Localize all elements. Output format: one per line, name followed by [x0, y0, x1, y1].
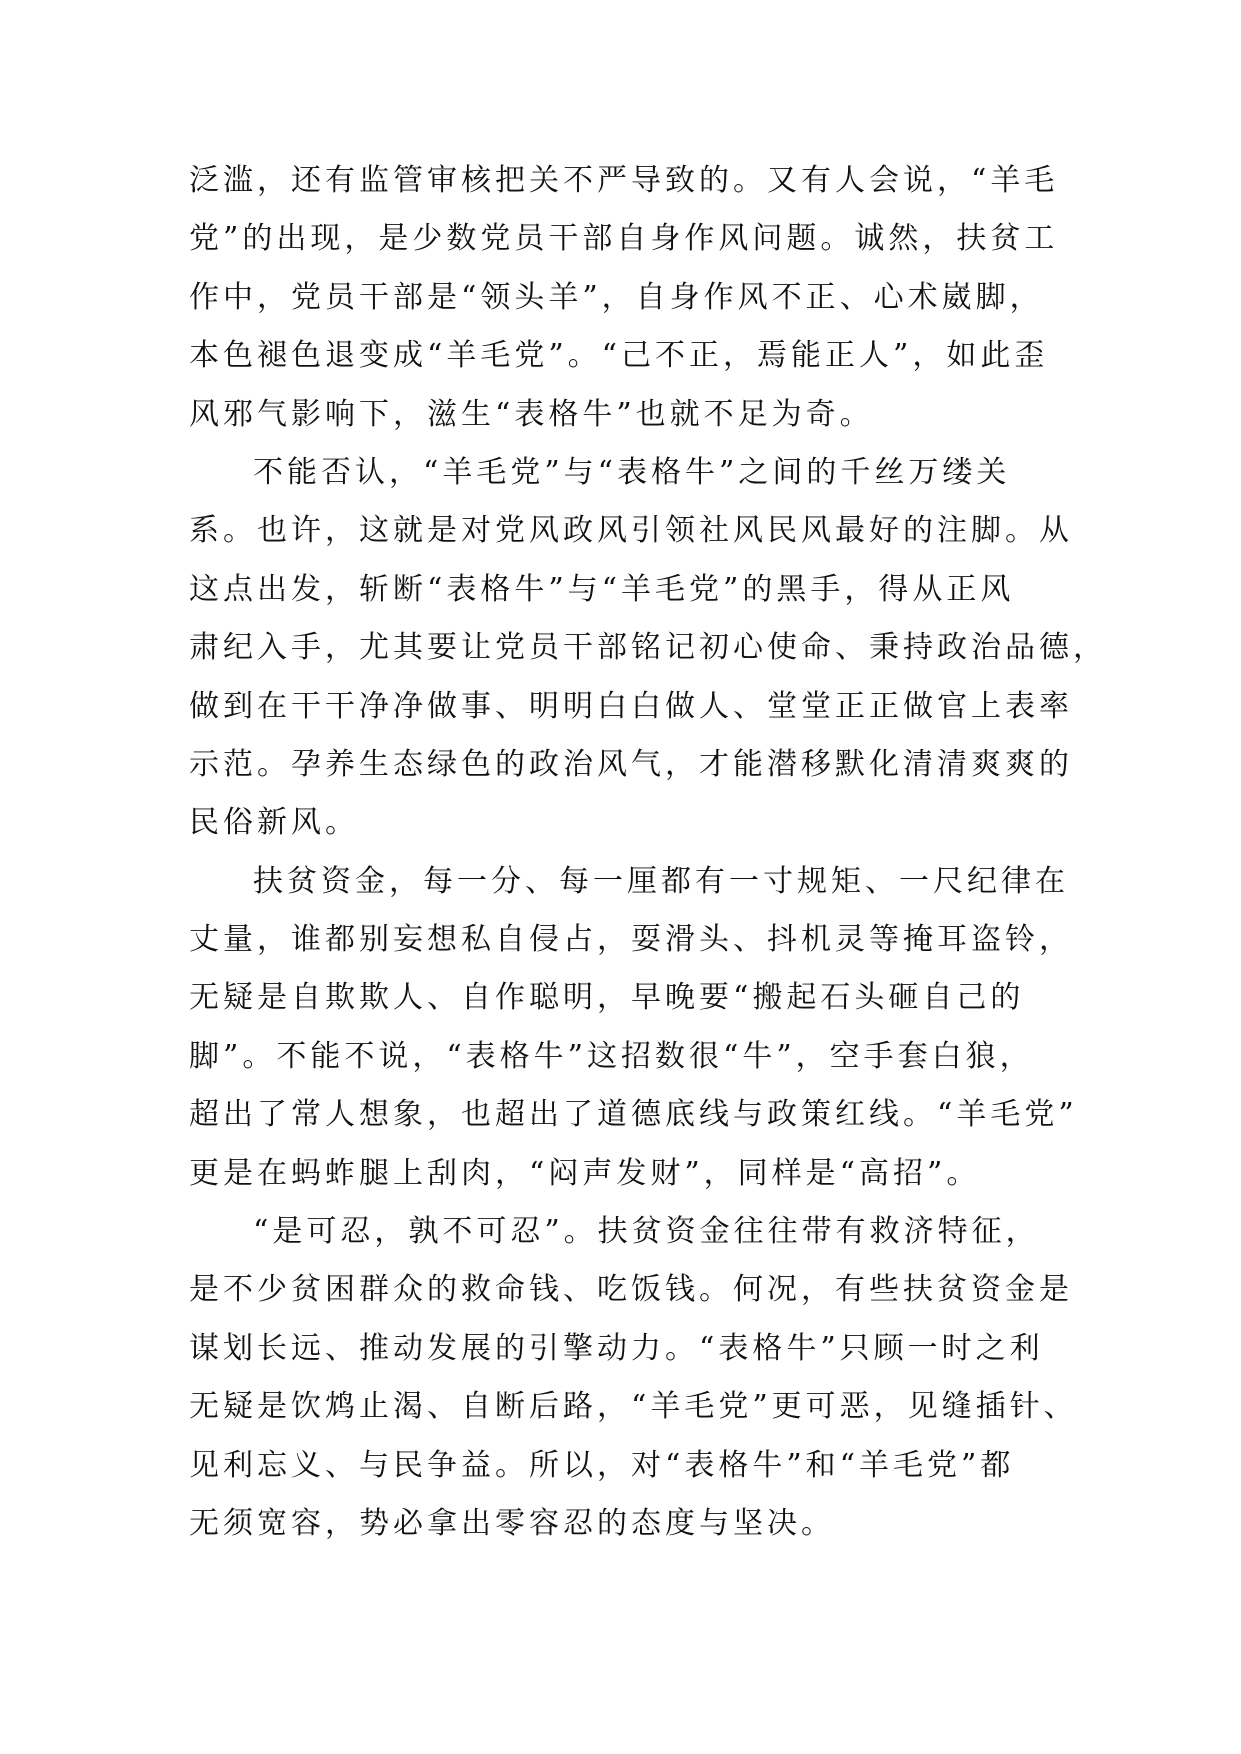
text-line: 本色褪色退变成“羊毛党”。“己不正，焉能正人”，如此歪 — [189, 338, 1049, 374]
text-line: 示范。孕养生态绿色的政治风气，才能潜移默化清清爽爽的 — [189, 746, 1073, 782]
text-line: 党”的出现，是少数党员干部自身作风问题。诚然，扶贫工 — [189, 221, 1059, 257]
text-line: 谋划长远、推动发展的引擎动力。“表格牛”只顾一时之利 — [189, 1330, 1044, 1366]
text-line: 无须宽容，势必拿出零容忍的态度与坚决。 — [189, 1505, 835, 1541]
text-line: 作中，党员干部是“领头羊”，自身作风不正、心术崴脚， — [189, 279, 1044, 315]
text-line: 见利忘义、与民争益。所以，对“表格牛”和“羊毛党”都 — [189, 1447, 1015, 1483]
text-line: 做到在干干净净做事、明明白白做人、堂堂正正做官上表率 — [189, 688, 1073, 724]
text-line: 脚”。不能不说，“表格牛”这招数很“牛”，空手套白狼， — [189, 1038, 1034, 1074]
text-line: 无疑是自欺欺人、自作聪明，早晚要“搬起石头砸自己的 — [189, 980, 1025, 1016]
text-line: 超出了常人想象，也超出了道德底线与政策红线。“羊毛党” — [189, 1097, 1078, 1133]
text-line: 泛滥，还有监管审核把关不严导致的。又有人会说，“羊毛 — [189, 163, 1059, 198]
text-line: 肃纪入手，尤其要让党员干部铭记初心使命、秉持政治品德， — [189, 630, 1107, 666]
text-line: 是不少贫困群众的救命钱、吃饭钱。何况，有些扶贫资金是 — [189, 1272, 1073, 1308]
text-line: 系。也许，这就是对党风政风引领社风民风最好的注脚。从 — [189, 513, 1073, 549]
text-line: 更是在蚂蚱腿上刮肉，“闷声发财”，同样是“高招”。 — [189, 1155, 981, 1191]
text-line: 扶贫资金，每一分、每一厘都有一寸规矩、一尺纪律在 — [253, 863, 1069, 899]
text-line: 风邪气影响下，滋生“表格牛”也就不足为奇。 — [189, 396, 874, 432]
text-line: 这点出发，斩断“表格牛”与“羊毛党”的黑手，得从正风 — [189, 571, 1015, 607]
text-line: 不能否认，“羊毛党”与“表格牛”之间的千丝万缕关 — [253, 454, 1011, 490]
text-line: 民俗新风。 — [189, 805, 359, 841]
text-line: 丈量，谁都别妄想私自侵占，耍滑头、抖机灵等掩耳盗铃， — [189, 922, 1073, 958]
text-line: “是可忍，孰不可忍”。扶贫资金往往带有救济特征， — [253, 1214, 1040, 1250]
body-text — [189, 152, 1107, 1553]
text-line: 无疑是饮鸩止渴、自断后路，“羊毛党”更可恶，见缝插针、 — [189, 1389, 1078, 1425]
